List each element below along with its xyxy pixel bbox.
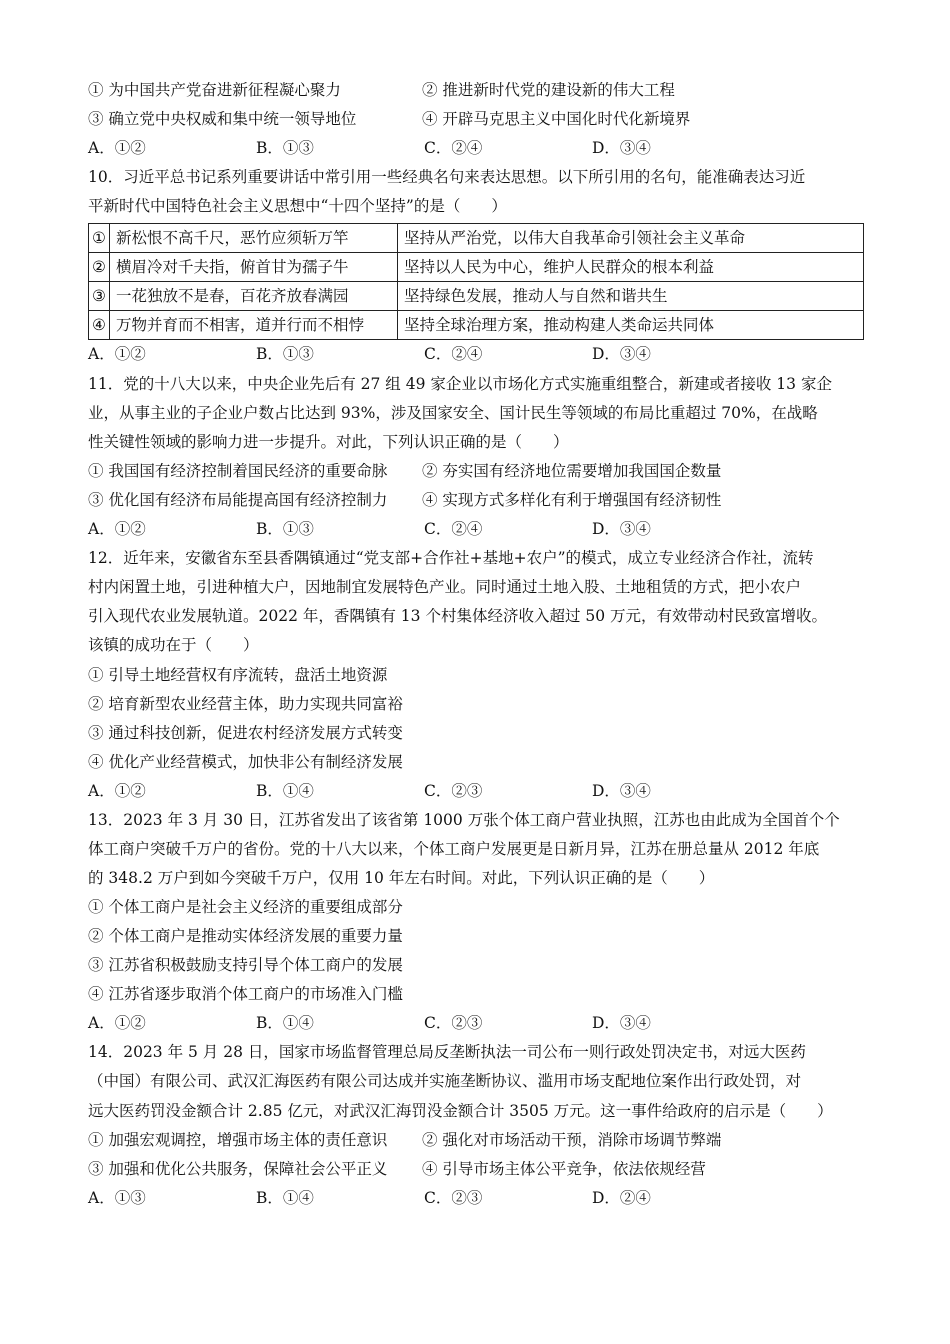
q12-choice-d: D．③④ <box>592 782 651 800</box>
q12-stem-line-3: 引入现代农业发展轨道。2022 年，香隅镇有 13 个村集体经济收入超过 50 万元，有效带动村民致富增收。 <box>88 607 828 625</box>
q9-choice-c: C．②④ <box>424 139 483 157</box>
q9-option-4: ④ 开辟马克思主义中国化时代化新境界 <box>422 110 691 128</box>
q9-choice-b: B．①③ <box>256 139 314 157</box>
q14-stem-line-1: 14．2023 年 5 月 28 日，国家市场监督管理总局反垄断执法一司公布一则行政处罚决定书，对远大医药 <box>88 1043 806 1061</box>
q13-stem-line-3: 的 348.2 万户到如今突破千万户，仅用 10 年左右时间。对此，下列认识正确的是（ ） <box>88 869 715 887</box>
q13-choice-b: B．①④ <box>256 1014 314 1032</box>
row-number: ① <box>89 224 110 253</box>
q13-option-4: ④ 江苏省逐步取消个体工商户的市场准入门槛 <box>88 985 403 1003</box>
q10-choice-a: A．①② <box>88 345 146 363</box>
q13-stem-line-1: 13．2023 年 3 月 30 日，江苏省发出了该省第 1000 万张个体工商户营业执照，江苏也由此成为全国首个个 <box>88 811 840 829</box>
q10-choice-b: B．①③ <box>256 345 314 363</box>
q12-choice-b: B．①④ <box>256 782 314 800</box>
quote-cell: 新松恨不高千尺，恶竹应须斩万竿 <box>110 224 398 253</box>
q12-option-4: ④ 优化产业经营模式，加快非公有制经济发展 <box>88 753 403 771</box>
meaning-cell: 坚持全球治理方案，推动构建人类命运共同体 <box>398 311 864 340</box>
q14-options-row-2 <box>88 1159 888 1179</box>
q9-option-3: ③ 确立党中央权威和集中统一领导地位 <box>88 110 357 128</box>
q12-stem-line-4: 该镇的成功在于（ ） <box>88 636 259 654</box>
q14-stem-line-3: 远大医药罚没金额合计 2.85 亿元，对武汉汇海罚没金额合计 3505 万元。这一事件给政府的启示是（ ） <box>88 1102 833 1120</box>
q12-stem-line-1: 12．近年来，安徽省东至县香隅镇通过“党支部+合作社+基地+农户”的模式，成立专业经济合作社，流转 <box>88 549 814 567</box>
table-row <box>89 311 864 340</box>
quote-cell: 万物并育而不相害，道并行而不相悖 <box>110 311 398 340</box>
table-row <box>89 282 864 311</box>
q12-stem-line-2: 村内闲置土地，引进种植大户，因地制宜发展特色产业。同时通过土地入股、土地租赁的方式，把小农户 <box>88 578 802 596</box>
q14-choice-c: C．②③ <box>424 1189 483 1207</box>
q13-stem-line-2: 体工商户突破千万户的省份。党的十八大以来，个体工商户发展更是日新月异，江苏在册总量从 2012 年底 <box>88 840 820 858</box>
meaning-cell: 坚持绿色发展，推动人与自然和谐共生 <box>398 282 864 311</box>
q9-options-row-2 <box>88 109 888 129</box>
q12-option-2: ② 培育新型农业经营主体，助力实现共同富裕 <box>88 695 403 713</box>
q10-stem-line-2: 平新时代中国特色社会主义思想中“十四个坚持”的是（ ） <box>88 197 507 215</box>
q10-quote-table <box>88 223 864 340</box>
q10-stem-line-1: 10．习近平总书记系列重要讲话中常引用一些经典名句来表达思想。以下所引用的名句，能准确表达习近 <box>88 168 806 186</box>
q13-choice-c: C．②③ <box>424 1014 483 1032</box>
q13-option-3: ③ 江苏省积极鼓励支持引导个体工商户的发展 <box>88 956 403 974</box>
row-number: ③ <box>89 282 110 311</box>
q11-options-row-2 <box>88 490 888 510</box>
q10-choice-c: C．②④ <box>424 345 483 363</box>
q9-option-1: ① 为中国共产党奋进新征程凝心聚力 <box>88 81 341 99</box>
meaning-cell: 坚持从严治党，以伟大自我革命引领社会主义革命 <box>398 224 864 253</box>
q12-option-3: ③ 通过科技创新，促进农村经济发展方式转变 <box>88 724 403 742</box>
q11-options-row-1 <box>88 461 888 481</box>
quote-cell: 横眉冷对千夫指，俯首甘为孺子牛 <box>110 253 398 282</box>
q9-options-row-1 <box>88 80 888 100</box>
quote-cell: 一花独放不是春，百花齐放春满园 <box>110 282 398 311</box>
q14-options-row-1 <box>88 1130 888 1150</box>
q11-option-3: ③ 优化国有经济布局能提高国有经济控制力 <box>88 491 388 509</box>
q11-choice-b: B．①③ <box>256 520 314 538</box>
q12-choice-c: C．②③ <box>424 782 483 800</box>
q14-stem-line-2: （中国）有限公司、武汉汇海医药有限公司达成并实施垄断协议、滥用市场支配地位案作出行政处罚，对 <box>88 1072 802 1090</box>
q14-choice-b: B．①④ <box>256 1189 314 1207</box>
q9-choice-a: A．①② <box>88 139 146 157</box>
q11-stem-line-3: 性关键性领域的影响力进一步提升。对此，下列认识正确的是（ ） <box>88 433 569 451</box>
q11-option-2: ② 夯实国有经济地位需要增加我国国企数量 <box>422 462 722 480</box>
q13-choice-d: D．③④ <box>592 1014 651 1032</box>
q10-choice-d: D．③④ <box>592 345 651 363</box>
q9-option-2: ② 推进新时代党的建设新的伟大工程 <box>422 81 675 99</box>
q13-option-1: ① 个体工商户是社会主义经济的重要组成部分 <box>88 898 403 916</box>
table-row <box>89 224 864 253</box>
row-number: ② <box>89 253 110 282</box>
q11-stem-line-2: 业，从事主业的子企业户数占比达到 93%，涉及国家安全、国计民生等领域的布局比重超过 70%，在战略 <box>88 404 818 422</box>
q14-option-4: ④ 引导市场主体公平竞争，依法依规经营 <box>422 1160 706 1178</box>
q11-choice-c: C．②④ <box>424 520 483 538</box>
row-number: ④ <box>89 311 110 340</box>
q14-choice-d: D．②④ <box>592 1189 651 1207</box>
q13-option-2: ② 个体工商户是推动实体经济发展的重要力量 <box>88 927 403 945</box>
q11-option-1: ① 我国国有经济控制着国民经济的重要命脉 <box>88 462 388 480</box>
q14-choice-a: A．①③ <box>88 1189 146 1207</box>
q11-option-4: ④ 实现方式多样化有利于增强国有经济韧性 <box>422 491 722 509</box>
table-row <box>89 253 864 282</box>
q14-option-3: ③ 加强和优化公共服务，保障社会公平正义 <box>88 1160 388 1178</box>
q11-choice-a: A．①② <box>88 520 146 538</box>
q9-choice-d: D．③④ <box>592 139 651 157</box>
q13-choice-a: A．①② <box>88 1014 146 1032</box>
q12-choice-a: A．①② <box>88 782 146 800</box>
q14-option-2: ② 强化对市场活动干预，消除市场调节弊端 <box>422 1131 722 1149</box>
q14-option-1: ① 加强宏观调控，增强市场主体的责任意识 <box>88 1131 388 1149</box>
q12-option-1: ① 引导土地经营权有序流转，盘活土地资源 <box>88 666 388 684</box>
q11-stem-line-1: 11．党的十八大以来，中央企业先后有 27 组 49 家企业以市场化方式实施重组整合，新建或者接收 13 家企 <box>88 375 832 393</box>
meaning-cell: 坚持以人民为中心，维护人民群众的根本利益 <box>398 253 864 282</box>
q11-choice-d: D．③④ <box>592 520 651 538</box>
